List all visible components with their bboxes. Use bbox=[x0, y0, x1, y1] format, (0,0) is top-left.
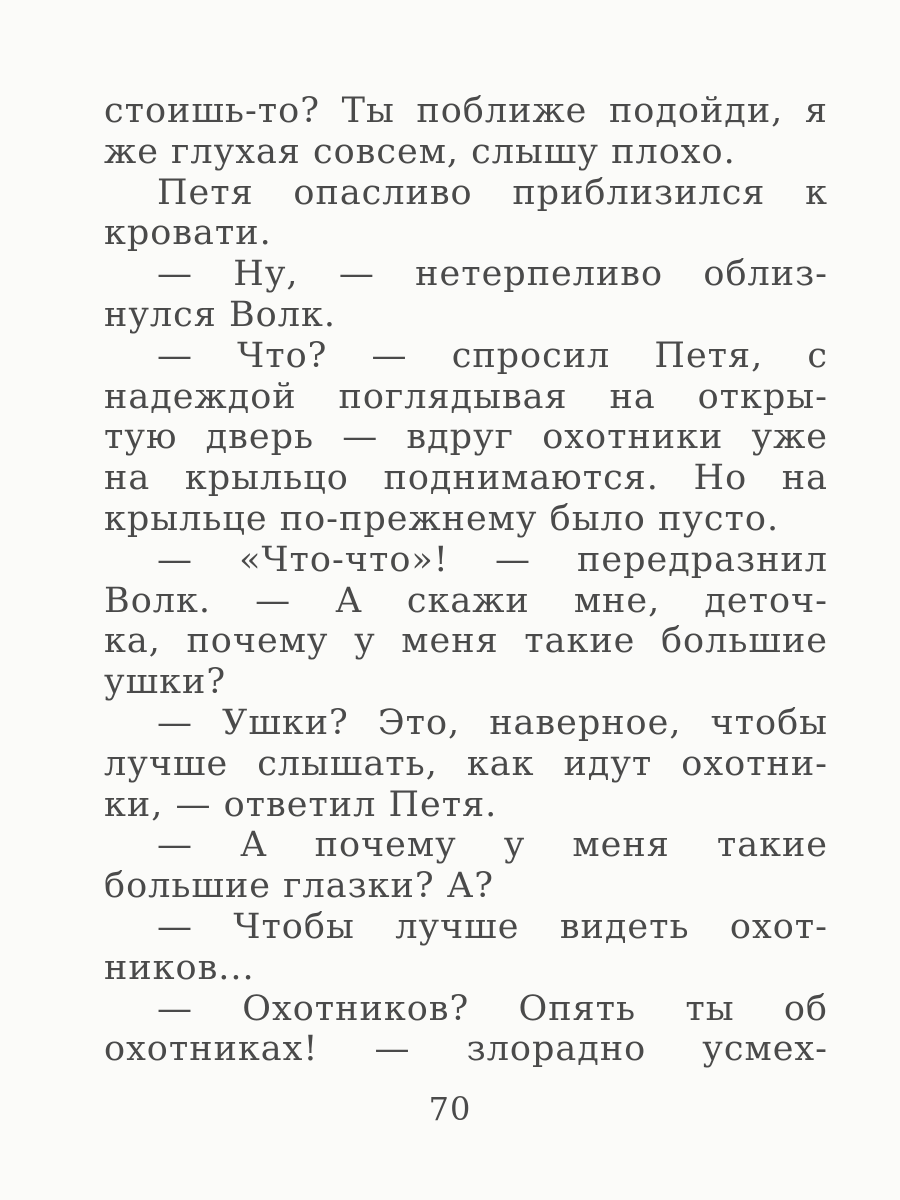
text-line: большие глазки? А? bbox=[104, 866, 495, 907]
text-line: — Охотников? Опять ты об bbox=[157, 988, 828, 1029]
text-line: — Ну, — нетерпеливо облиз- bbox=[157, 254, 828, 295]
text-line: ушки? bbox=[104, 662, 227, 703]
text-line: — Ушки? Это, наверное, чтобы bbox=[157, 702, 828, 743]
text-line: — «Что-что»! — передразнил bbox=[157, 539, 828, 580]
text-line: на крыльцо поднимаются. Но на bbox=[104, 458, 828, 499]
text-line: ников... bbox=[104, 947, 255, 988]
text-line: Волк. — А скажи мне, деточ- bbox=[104, 580, 828, 621]
text-line: же глухая совсем, слышу плохо. bbox=[104, 131, 736, 172]
text-line: — А почему у меня такие bbox=[157, 825, 828, 866]
text-line: надеждой поглядывая на откры- bbox=[104, 376, 828, 417]
page-number: 70 bbox=[428, 1090, 472, 1128]
text-line: крыльце по-прежнему было пусто. bbox=[104, 498, 780, 539]
text-line: тую дверь — вдруг охотники уже bbox=[104, 417, 828, 458]
text-line: охотниках! — злорадно усмех- bbox=[104, 1029, 828, 1070]
text-line: Петя опасливо приблизился к bbox=[157, 172, 828, 213]
story-text bbox=[104, 91, 828, 1070]
text-line: нулся Волк. bbox=[104, 294, 336, 335]
text-line: кровати. bbox=[104, 213, 272, 254]
text-line: — Чтобы лучше видеть охот- bbox=[157, 906, 828, 947]
text-line: ки, — ответил Петя. bbox=[104, 784, 498, 825]
text-line: — Что? — спросил Петя, с bbox=[157, 335, 828, 376]
text-line: лучше слышать, как идут охотни- bbox=[104, 743, 828, 784]
text-line: ка, почему у меня такие большие bbox=[104, 621, 828, 662]
text-line: стоишь-то? Ты поближе подойди, я bbox=[104, 91, 828, 131]
